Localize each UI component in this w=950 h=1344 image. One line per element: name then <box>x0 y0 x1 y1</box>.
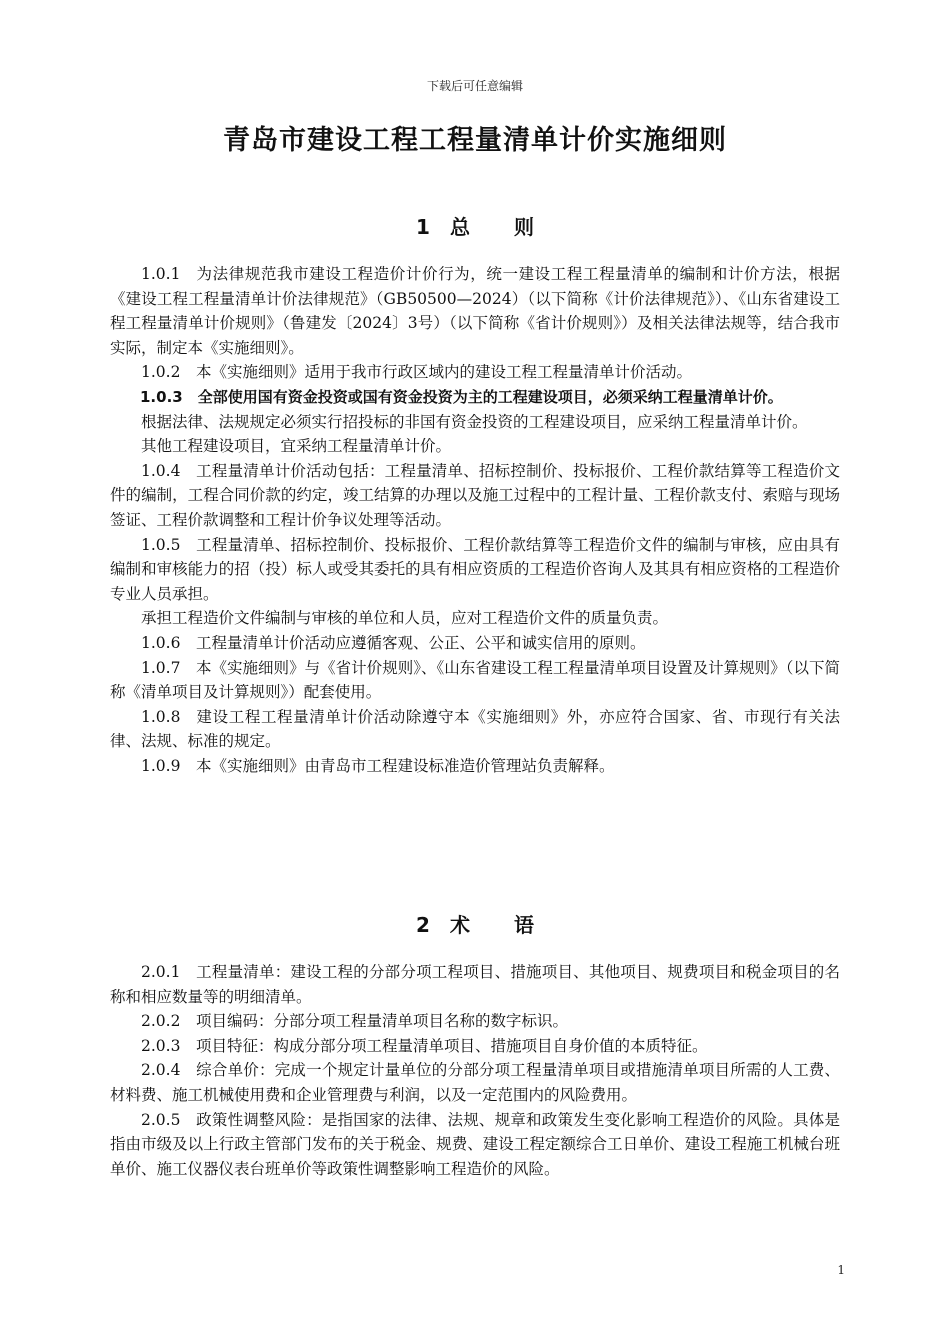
section-heading-char: 则 <box>513 215 534 239</box>
clause-text: 其他工程建设项目，宜采纳工程量清单计价。 <box>141 437 452 456</box>
section-heading-1 <box>0 211 950 240</box>
clause-number: 1.0.2 <box>141 363 181 382</box>
section-number: 1 <box>416 215 430 239</box>
clause-paragraph <box>110 1034 840 1059</box>
clause-paragraph <box>110 1108 840 1182</box>
clause-text: 建设工程工程量清单计价活动除遵守本《实施细则》外，亦应符合国家、省、市现行有关法律、法规、标准的规定。 <box>110 707 840 751</box>
document-title: 青岛市建设工程工程量清单计价实施细则 <box>223 125 727 156</box>
clause-paragraph <box>110 262 840 360</box>
clause-paragraph <box>110 434 840 459</box>
clause-paragraph <box>110 533 840 607</box>
clause-paragraph <box>110 1009 840 1034</box>
clause-paragraph <box>110 606 840 631</box>
section-heading-char: 语 <box>513 913 534 937</box>
clause-number: 2.0.3 <box>141 1036 181 1055</box>
clause-number: 1.0.1 <box>141 265 181 283</box>
clause-text: 为法律规范我市建设工程造价计价行为，统一建设工程工程量清单的编制和计价方法，根据《建设工程工程量清单计价法律规范》（GB50500—2024）（以下简称《计价法律规范》）、《山东省建设工程工程量清单计价规则》（鲁建发〔2024〕3号）（以下简称《省计价规则》）及相关法律法规等，结合我市实际，制定本《实施细则》。 <box>110 265 840 357</box>
section-heading-char: 术 <box>449 913 470 937</box>
clause-number: 2.0.1 <box>141 963 181 981</box>
clause-number: 1.0.4 <box>141 461 181 480</box>
clause-paragraph <box>110 360 840 385</box>
clause-paragraph <box>110 656 840 705</box>
clause-text: 工程量清单计价活动应遵循客观、公正、公平和诚实信用的原则。 <box>195 633 646 652</box>
clause-number: 1.0.6 <box>141 633 181 652</box>
clause-text: 项目编码：分部分项工程量清单项目名称的数字标识。 <box>195 1012 568 1031</box>
clause-number: 1.0.3 <box>140 387 183 406</box>
clause-number: 2.0.5 <box>141 1110 181 1129</box>
clause-text: 本《实施细则》与《省计价规则》、《山东省建设工程工程量清单项目设置及计算规则》（以下简称《清单项目及计算规则》）配套使用。 <box>110 658 840 702</box>
clause-number: 1.0.8 <box>141 707 181 726</box>
section-body-2 <box>110 960 840 1181</box>
clause-paragraph <box>110 754 840 779</box>
clause-text: 工程量清单计价活动包括：工程量清单、招标控制价、投标报价、工程价款结算等工程造价文件的编制，工程合同价款的约定，竣工结算的办理以及施工过程中的工程计量、工程价款支付、索赔与现场签证、工程价款调整和工程计价争议处理等活动。 <box>110 461 840 529</box>
clause-paragraph <box>110 1058 840 1107</box>
clause-text: 政策性调整风险：是指国家的法律、法规、规章和政策发生变化影响工程造价的风险。具体是指由市级及以上行政主管部门发布的关于税金、规费、建设工程定额综合工日单价、建设工程施工机械台班单价、施工仪器仪表台班单价等政策性调整影响工程造价的风险。 <box>110 1110 840 1178</box>
clause-number: 2.0.4 <box>141 1061 181 1080</box>
section-body-1 <box>110 262 840 778</box>
section-number: 2 <box>416 913 430 937</box>
page-number: 1 <box>837 1263 845 1277</box>
clause-text: 工程量清单、招标控制价、投标报价、工程价款结算等工程造价文件的编制与审核，应由具有编制和审核能力的招（投）标人或受其委托的具有相应资质的工程造价咨询人及其具有相应资格的工程造价专业人员承担。 <box>110 535 840 603</box>
section-heading-char: 总 <box>449 215 470 239</box>
clause-paragraph <box>110 410 840 435</box>
clause-number: 1.0.5 <box>141 535 181 554</box>
clause-text: 综合单价：完成一个规定计量单位的分部分项工程量清单项目或措施清单项目所需的人工费、材料费、施工机械使用费和企业管理费与利润，以及一定范围内的风险费用。 <box>110 1061 840 1104</box>
clause-text: 本《实施细则》适用于我市行政区域内的建设工程工程量清单计价活动。 <box>195 363 692 382</box>
section-heading-2 <box>0 909 950 938</box>
clause-paragraph <box>110 459 840 533</box>
clause-paragraph <box>110 631 840 656</box>
clause-number: 1.0.9 <box>141 756 181 775</box>
clause-paragraph <box>110 705 840 754</box>
clause-text: 根据法律、法规规定必须实行招投标的非国有资金投资的工程建设项目，应采纳工程量清单计价。 <box>141 412 808 431</box>
clause-text: 全部使用国有资金投资或国有资金投资为主的工程建设项目，必须采纳工程量清单计价。 <box>197 387 783 406</box>
clause-number: 2.0.2 <box>141 1012 181 1031</box>
header-note: 下载后可任意编辑 <box>426 79 523 93</box>
clause-text: 工程量清单：建设工程的分部分项工程项目、措施项目、其他项目、规费项目和税金项目的名称和相应数量等的明细清单。 <box>110 963 840 1006</box>
clause-text: 承担工程造价文件编制与审核的单位和人员，应对工程造价文件的质量负责。 <box>141 609 669 628</box>
clause-text: 本《实施细则》由青岛市工程建设标准造价管理站负责解释。 <box>195 756 615 775</box>
clause-paragraph <box>110 385 840 410</box>
clause-number: 1.0.7 <box>141 658 181 677</box>
clause-paragraph <box>110 960 840 1009</box>
clause-text: 项目特征：构成分部分项工程量清单项目、措施项目自身价值的本质特征。 <box>195 1036 708 1055</box>
